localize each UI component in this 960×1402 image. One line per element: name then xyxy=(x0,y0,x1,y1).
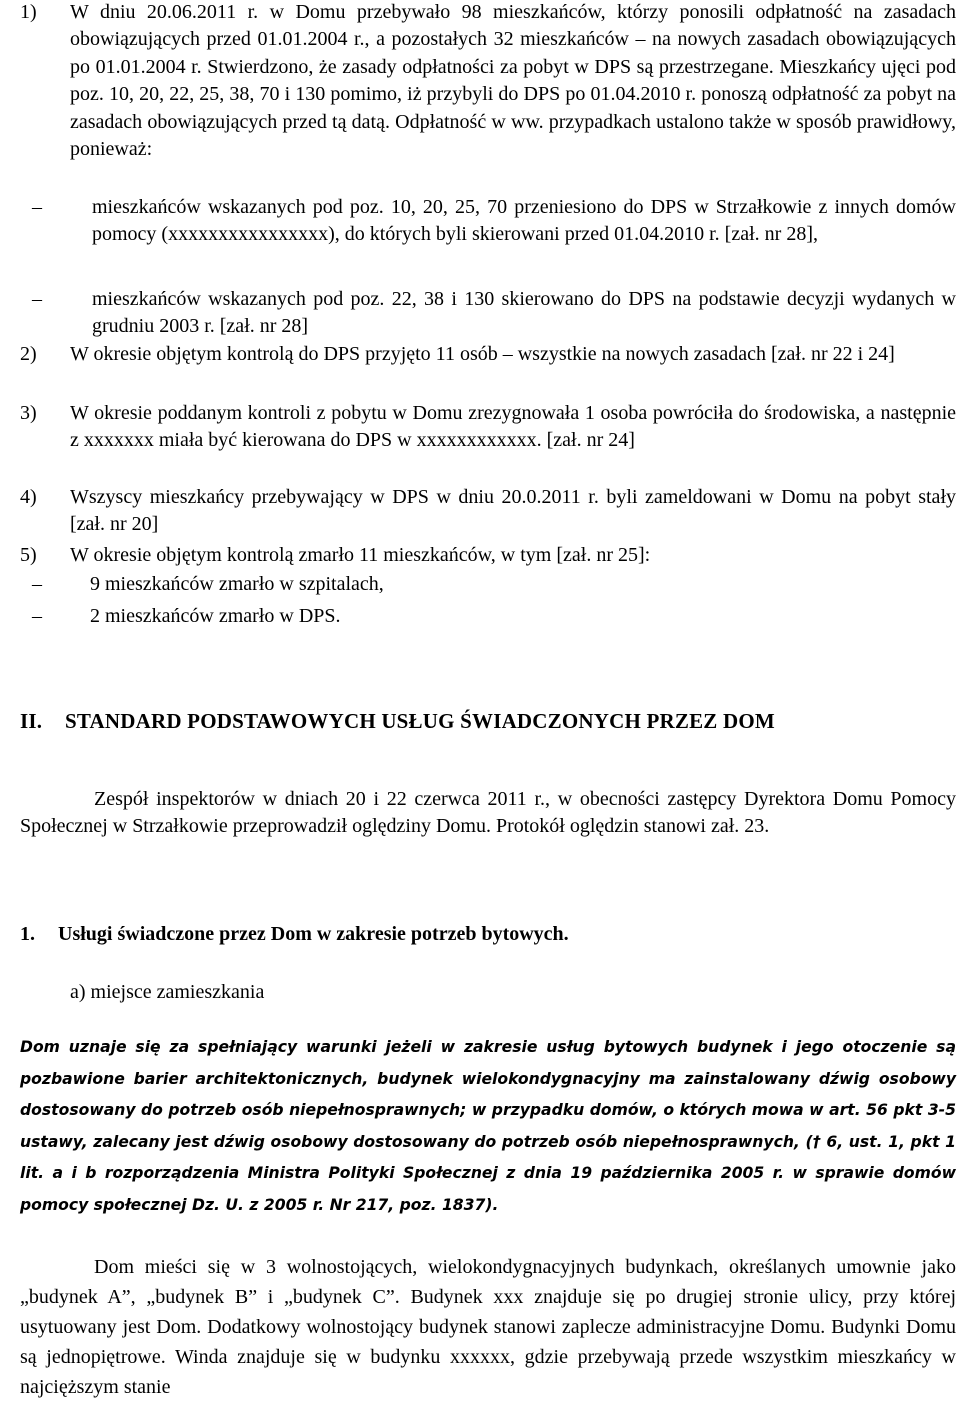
list-item-4 xyxy=(20,484,956,539)
subsection-number: 1. xyxy=(20,923,35,945)
dash-item-1 xyxy=(20,194,956,249)
dash-bullet: – xyxy=(32,196,42,218)
dash-item-4 xyxy=(20,603,956,630)
subsection-title: Usługi świadczone przez Dom w zakresie potrzeb bytowych. xyxy=(58,923,569,945)
list-item-text: W okresie poddanym kontroli z pobytu w Domu zrezygnowała 1 osoba powróciła do środowiska, a następnie z xxxxxxx miała być kierowana do DPS w xxxxxxxxxxxx. [zał. nr 24] xyxy=(70,402,956,452)
list-number: 4) xyxy=(20,486,37,508)
list-item-text: W okresie objętym kontrolą zmarło 11 mieszkańców, w tym [zał. nr 25]: xyxy=(70,544,651,566)
standard-requirement-text: Dom uznaje się za spełniający warunki jeżeli w zakresie usług bytowych budynek i jego otoczenie są pozbawione barier architektonicznych, budynek wielokondygnacyjny ma zainstalowany dźwig osobowy dostosowany do potrzeb osób niepełnosprawnych; w przypadku domów, o których mowa w art. 56 pkt 3-5 ustawy, zalecany jest dźwig osobowy dostosowany do potrzeb osób niepełnosprawnych, († 6, ust. 1, pkt 1 lit. a i b rozporządzenia Ministra Polityki Społecznej z dnia 19 października 2005 r. w sprawie domów pomocy społecznej Dz. U. z 2005 r. Nr 217, poz. 1837). xyxy=(20,1038,956,1214)
section-intro-paragraph xyxy=(20,786,956,841)
list-number: 2) xyxy=(20,343,37,365)
dash-bullet: – xyxy=(32,605,42,627)
dash-item-text: 2 mieszkańców zmarło w DPS. xyxy=(90,605,341,627)
list-item-2 xyxy=(20,341,956,368)
list-number: 1) xyxy=(20,1,37,23)
list-item-text: Wszyscy mieszkańcy przebywający w DPS w dniu 20.0.2011 r. byli zameldowani w Domu na pobyt stały [zał. nr 20] xyxy=(70,486,956,536)
list-item-5 xyxy=(20,542,956,569)
dash-bullet: – xyxy=(32,573,42,595)
list-item-3 xyxy=(20,400,956,455)
list-number: 3) xyxy=(20,402,37,424)
subsection-a-heading: a) miejsce zamieszkania xyxy=(70,981,265,1003)
dash-item-2 xyxy=(20,286,956,341)
dash-bullet: – xyxy=(32,288,42,310)
dash-item-text: mieszkańców wskazanych pod poz. 10, 20, 25, 70 przeniesiono do DPS w Strzałkowie z innych domów pomocy (xxxxxxxxxxxxxxxx), do których byli skierowani przed 01.04.2010 r. [zał. nr 28], xyxy=(92,196,956,246)
body-paragraph xyxy=(20,1252,956,1402)
dash-item-text: mieszkańców wskazanych pod poz. 22, 38 i 130 skierowano do DPS na podstawie decyzji wydanych w grudniu 2003 r. [zał. nr 28] xyxy=(92,288,956,338)
list-item-text: W dniu 20.06.2011 r. w Domu przebywało 98 mieszkańców, którzy ponosili odpłatność na zasadach obowiązujących przed 01.01.2004 r., a pozostałych 32 mieszkańców – na nowych zasadach obowiązujących po 01.01.2004 r. Stwierdzono, że zasady odpłatności za pobyt w DPS są przestrzegane. Mieszkańcy ujęci pod poz. 10, 20, 22, 25, 38, 70 i 130 pomimo, iż przybyli do DPS po 01.04.2010 r. ponoszą odpłatność za pobyt na zasadach obowiązujących przed tą datą. Odpłatność w ww. przypadkach ustalono także w sposób prawidłowy, ponieważ: xyxy=(70,1,956,161)
dash-item-text: 9 mieszkańców zmarło w szpitalach, xyxy=(90,573,384,595)
section-title: STANDARD PODSTAWOWYCH USŁUG ŚWIADCZONYCH PRZEZ DOM xyxy=(65,709,775,733)
section-intro-text: Zespół inspektorów w dniach 20 i 22 czerwca 2011 r., w obecności zastępcy Dyrektora Domu Pomocy Społecznej w Strzałkowie przeprowadził oględziny Domu. Protokół oględzin stanowi zał. 23. xyxy=(20,788,956,838)
dash-item-3 xyxy=(20,571,956,598)
list-item-text: W okresie objętym kontrolą do DPS przyjęto 11 osób – wszystkie na nowych zasadach [zał. nr 22 i 24] xyxy=(70,343,895,365)
section-number: II. xyxy=(20,709,43,733)
list-number: 5) xyxy=(20,544,37,566)
list-item-1 xyxy=(20,0,956,163)
body-paragraph-text: Dom mieści się w 3 wolnostojących, wielokondygnacyjnych budynkach, określanych umownie jako „budynek A”, „budynek B” i „budynek C”. Budynek xxx znajduje się po drugiej stronie ulicy, przy której usytuowany jest Dom. Dodatkowy wolnostojący budynek stanowi zaplecze administracyjne Domu. Budynki Domu są jednopiętrowe. Winda znajduje się w budynku xxxxxx, gdzie przebywają przede wszystkim mieszkańcy w najcięższym stanie xyxy=(20,1256,956,1398)
